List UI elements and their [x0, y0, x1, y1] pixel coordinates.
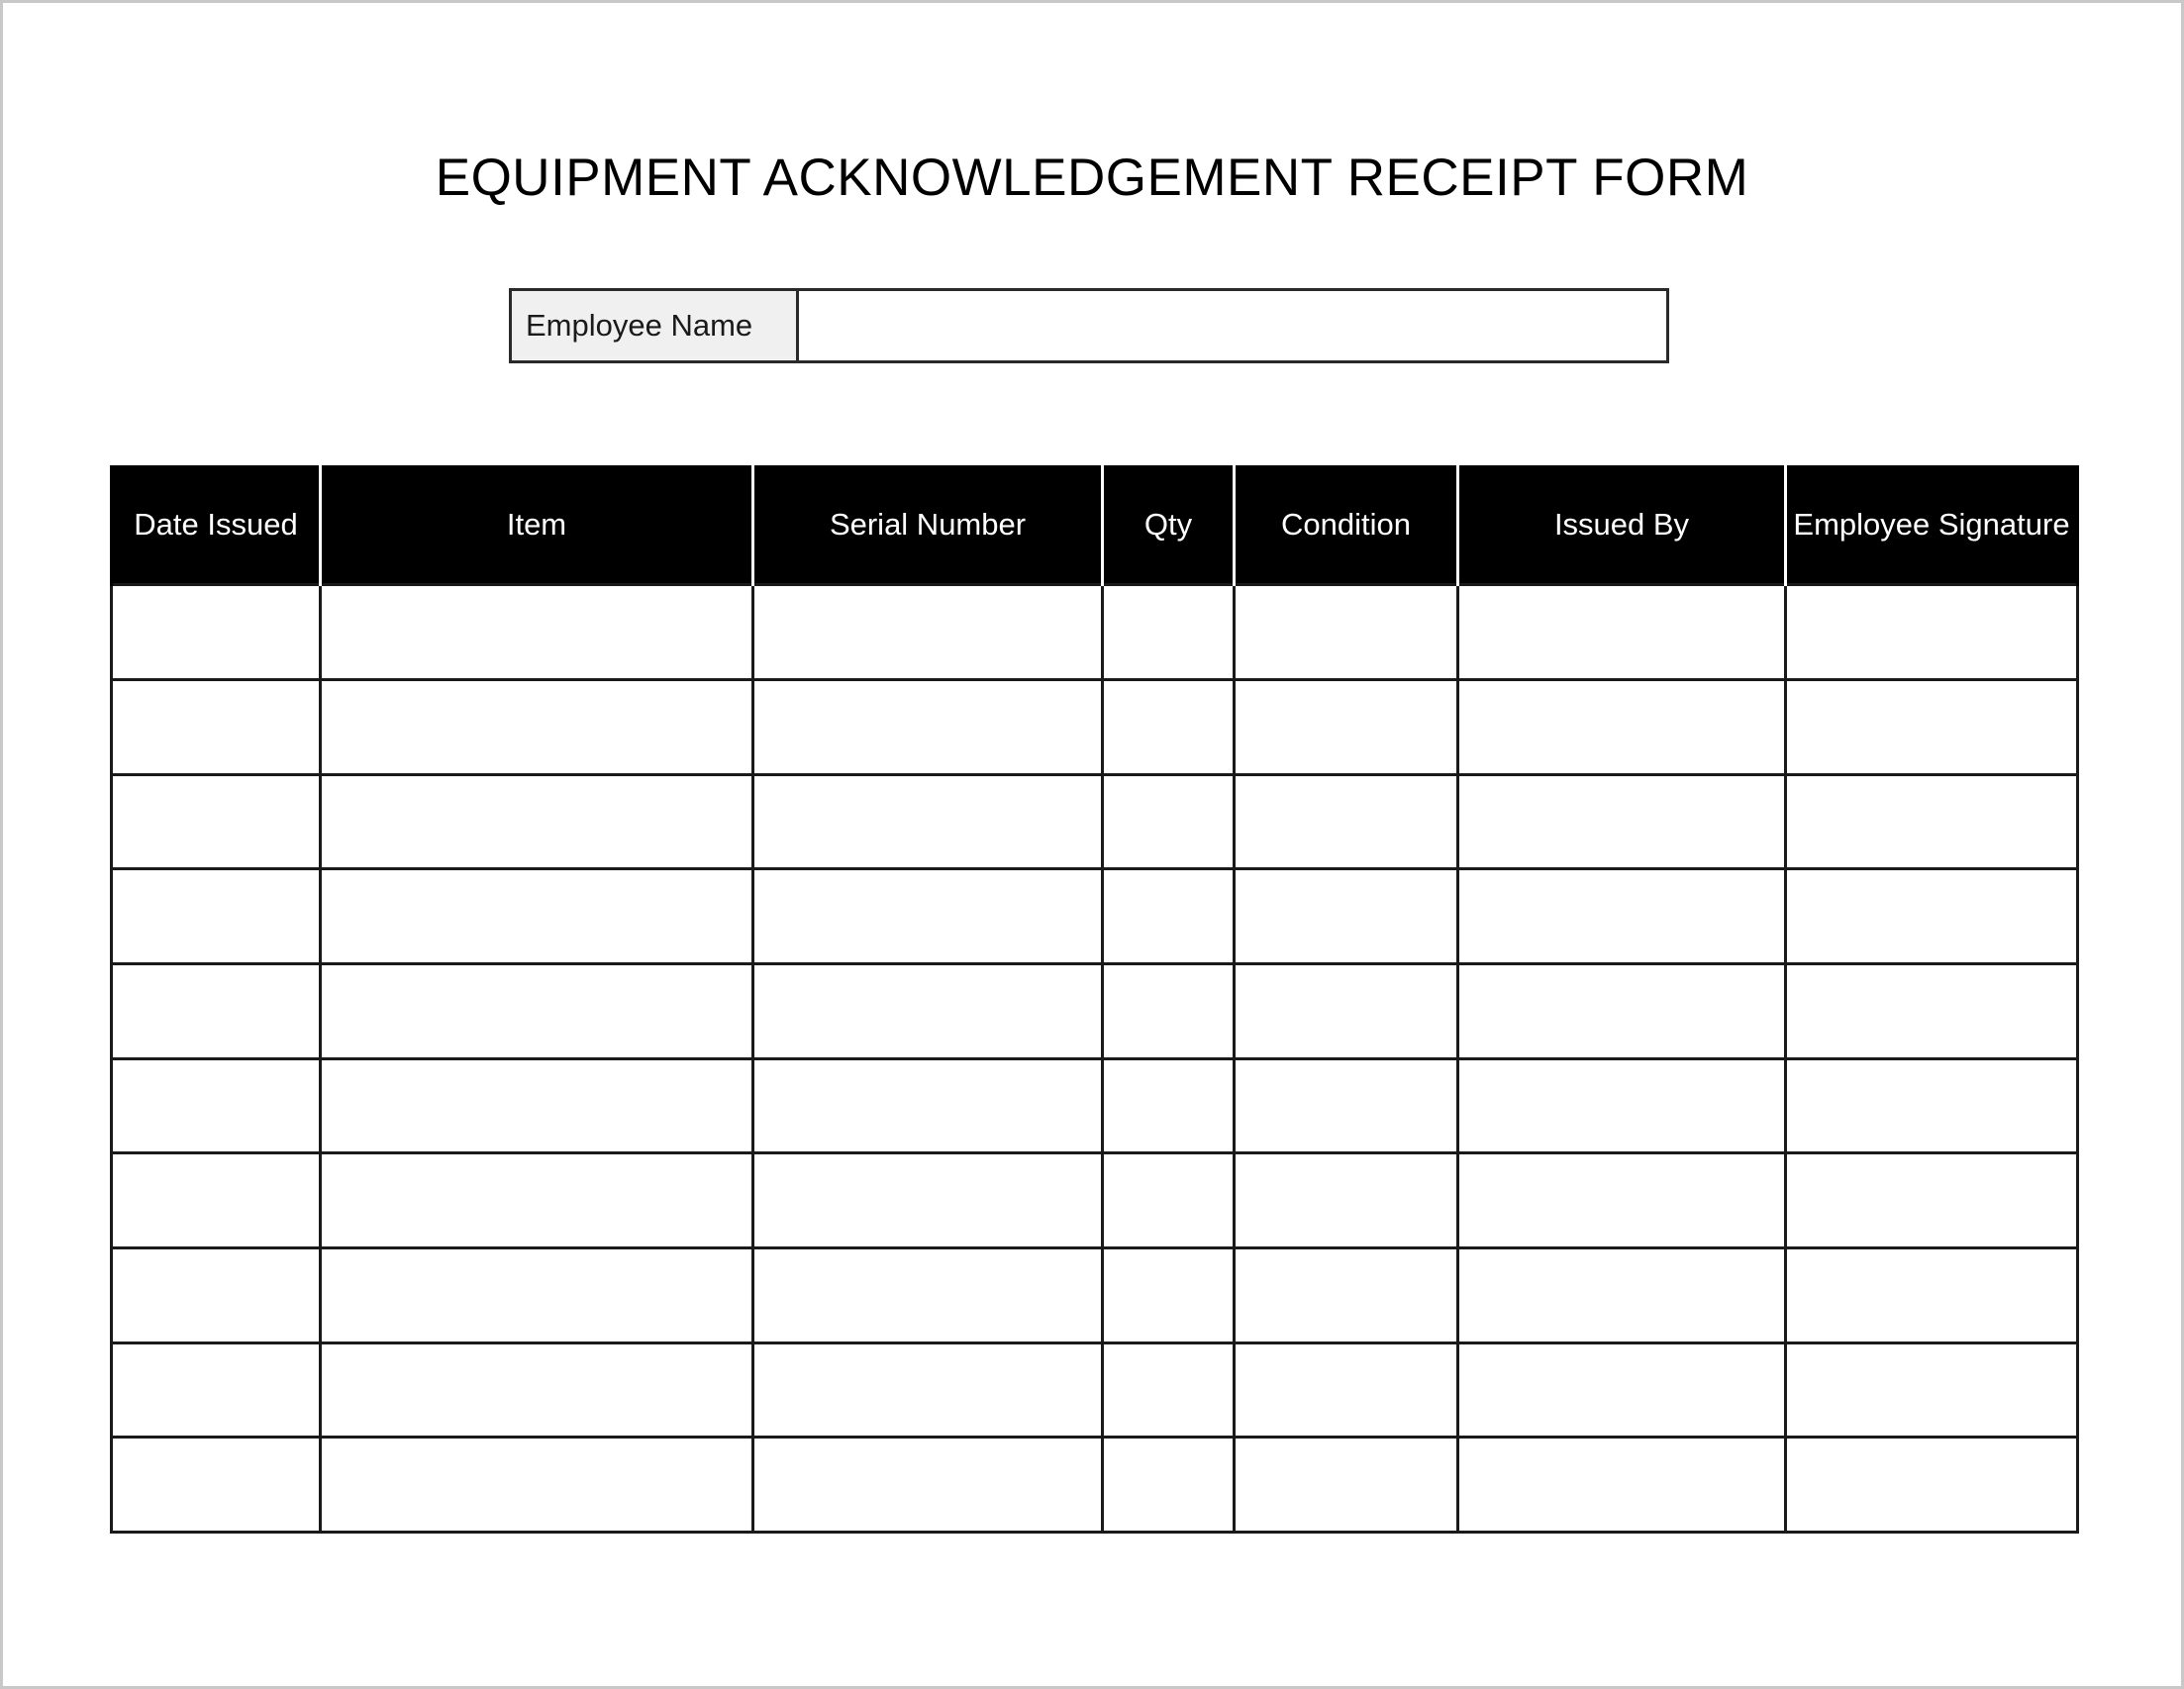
- cell-item[interactable]: [321, 1152, 753, 1247]
- cell-item[interactable]: [321, 1342, 753, 1437]
- cell-qty[interactable]: [1103, 1437, 1235, 1532]
- cell-date-issued[interactable]: [112, 679, 321, 774]
- table-row: [112, 584, 2078, 679]
- cell-serial-number[interactable]: [753, 1342, 1103, 1437]
- table-header-row: [112, 465, 2078, 584]
- cell-item[interactable]: [321, 1058, 753, 1152]
- table-row: [112, 1152, 2078, 1247]
- cell-item[interactable]: [321, 774, 753, 868]
- equipment-table: [110, 465, 2079, 1534]
- cell-date-issued[interactable]: [112, 1247, 321, 1342]
- cell-employee-signature[interactable]: [1786, 1342, 2078, 1437]
- cell-condition[interactable]: [1235, 1058, 1458, 1152]
- table-row: [112, 1437, 2078, 1532]
- cell-serial-number[interactable]: [753, 1437, 1103, 1532]
- cell-issued-by[interactable]: [1458, 584, 1786, 679]
- cell-employee-signature[interactable]: [1786, 1152, 2078, 1247]
- table-row: [112, 963, 2078, 1058]
- cell-item[interactable]: [321, 1247, 753, 1342]
- table-row: [112, 1342, 2078, 1437]
- table-body: [112, 584, 2078, 1532]
- cell-date-issued[interactable]: [112, 1437, 321, 1532]
- cell-issued-by[interactable]: [1458, 679, 1786, 774]
- cell-issued-by[interactable]: [1458, 868, 1786, 963]
- cell-employee-signature[interactable]: [1786, 679, 2078, 774]
- cell-qty[interactable]: [1103, 774, 1235, 868]
- cell-condition[interactable]: [1235, 1247, 1458, 1342]
- cell-qty[interactable]: [1103, 1247, 1235, 1342]
- header-qty: Qty: [1103, 465, 1235, 584]
- cell-qty[interactable]: [1103, 963, 1235, 1058]
- cell-item[interactable]: [321, 584, 753, 679]
- cell-condition[interactable]: [1235, 1342, 1458, 1437]
- header-item: Item: [321, 465, 753, 584]
- table-row: [112, 679, 2078, 774]
- cell-qty[interactable]: [1103, 1058, 1235, 1152]
- cell-issued-by[interactable]: [1458, 1152, 1786, 1247]
- cell-item[interactable]: [321, 868, 753, 963]
- cell-date-issued[interactable]: [112, 963, 321, 1058]
- employee-name-field-group: [509, 288, 1669, 363]
- cell-employee-signature[interactable]: [1786, 584, 2078, 679]
- cell-item[interactable]: [321, 963, 753, 1058]
- cell-date-issued[interactable]: [112, 1058, 321, 1152]
- cell-date-issued[interactable]: [112, 584, 321, 679]
- cell-issued-by[interactable]: [1458, 963, 1786, 1058]
- header-condition: Condition: [1235, 465, 1458, 584]
- table-row: [112, 1058, 2078, 1152]
- cell-employee-signature[interactable]: [1786, 774, 2078, 868]
- cell-serial-number[interactable]: [753, 1247, 1103, 1342]
- cell-employee-signature[interactable]: [1786, 963, 2078, 1058]
- table-row: [112, 1247, 2078, 1342]
- table-row: [112, 774, 2078, 868]
- cell-date-issued[interactable]: [112, 1152, 321, 1247]
- cell-qty[interactable]: [1103, 1152, 1235, 1247]
- form-title: EQUIPMENT ACKNOWLEDGEMENT RECEIPT FORM: [435, 148, 1749, 207]
- employee-name-label: Employee Name: [512, 291, 799, 360]
- cell-condition[interactable]: [1235, 1437, 1458, 1532]
- cell-item[interactable]: [321, 679, 753, 774]
- cell-condition[interactable]: [1235, 1152, 1458, 1247]
- cell-serial-number[interactable]: [753, 1152, 1103, 1247]
- employee-name-input[interactable]: [799, 291, 1666, 360]
- header-date-issued: Date Issued: [112, 465, 321, 584]
- cell-serial-number[interactable]: [753, 1058, 1103, 1152]
- cell-serial-number[interactable]: [753, 963, 1103, 1058]
- cell-employee-signature[interactable]: [1786, 1437, 2078, 1532]
- cell-qty[interactable]: [1103, 679, 1235, 774]
- cell-condition[interactable]: [1235, 679, 1458, 774]
- cell-employee-signature[interactable]: [1786, 868, 2078, 963]
- cell-serial-number[interactable]: [753, 774, 1103, 868]
- cell-issued-by[interactable]: [1458, 774, 1786, 868]
- cell-issued-by[interactable]: [1458, 1247, 1786, 1342]
- header-serial-number: Serial Number: [753, 465, 1103, 584]
- cell-qty[interactable]: [1103, 1342, 1235, 1437]
- cell-condition[interactable]: [1235, 963, 1458, 1058]
- cell-condition[interactable]: [1235, 584, 1458, 679]
- header-employee-signature: Employee Signature: [1786, 465, 2078, 584]
- cell-qty[interactable]: [1103, 868, 1235, 963]
- cell-qty[interactable]: [1103, 584, 1235, 679]
- cell-date-issued[interactable]: [112, 868, 321, 963]
- cell-issued-by[interactable]: [1458, 1437, 1786, 1532]
- cell-date-issued[interactable]: [112, 774, 321, 868]
- table-row: [112, 868, 2078, 963]
- cell-condition[interactable]: [1235, 868, 1458, 963]
- cell-serial-number[interactable]: [753, 868, 1103, 963]
- cell-serial-number[interactable]: [753, 679, 1103, 774]
- cell-issued-by[interactable]: [1458, 1342, 1786, 1437]
- cell-condition[interactable]: [1235, 774, 1458, 868]
- cell-date-issued[interactable]: [112, 1342, 321, 1437]
- cell-serial-number[interactable]: [753, 584, 1103, 679]
- cell-issued-by[interactable]: [1458, 1058, 1786, 1152]
- cell-item[interactable]: [321, 1437, 753, 1532]
- cell-employee-signature[interactable]: [1786, 1058, 2078, 1152]
- header-issued-by: Issued By: [1458, 465, 1786, 584]
- cell-employee-signature[interactable]: [1786, 1247, 2078, 1342]
